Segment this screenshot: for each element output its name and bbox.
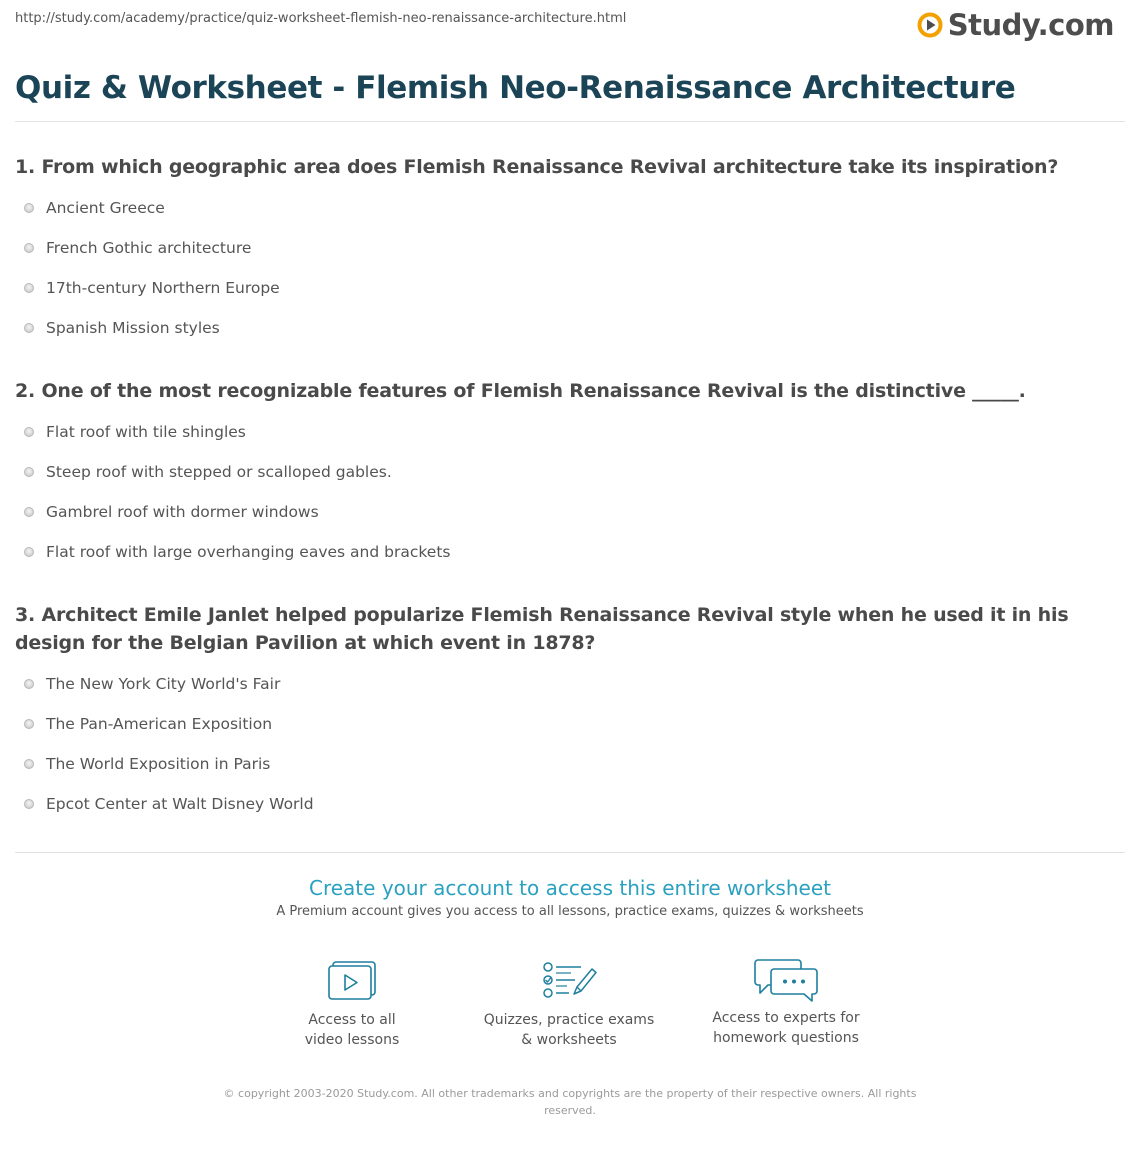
- answer-option[interactable]: [15, 492, 1130, 532]
- play-circle-icon: [917, 12, 943, 38]
- question-text: 1. From which geographic area does Flemish Renaissance Revival architecture take its inspiration?: [15, 156, 1059, 178]
- answer-option[interactable]: [15, 228, 1130, 268]
- answer-label: Spanish Mission styles: [46, 319, 220, 337]
- radio-button-icon[interactable]: [24, 759, 34, 769]
- question-2: [15, 377, 1130, 572]
- radio-button-icon[interactable]: [24, 323, 34, 333]
- answer-label: Flat roof with large overhanging eaves and brackets: [46, 543, 451, 561]
- answer-list: [15, 412, 1130, 572]
- feature-quizzes: [469, 960, 669, 1050]
- answer-option[interactable]: [15, 744, 1130, 784]
- feature-video-lessons: [252, 960, 452, 1050]
- cta-subtitle: A Premium account gives you access to all lessons, practice exams, quizzes & worksheets: [276, 904, 864, 919]
- header-divider: [15, 121, 1125, 122]
- feature-label: [252, 1010, 452, 1050]
- copyright-text: © copyright 2003-2020 Study.com. All other trademarks and copyrights are the property of their respective owners. All rights reserved.: [223, 1087, 917, 1117]
- page-url: http://study.com/academy/practice/quiz-worksheet-flemish-neo-renaissance-architecture.html: [15, 11, 627, 26]
- radio-button-icon[interactable]: [24, 799, 34, 809]
- radio-button-icon[interactable]: [24, 507, 34, 517]
- logo-text: Study.com: [947, 8, 1114, 42]
- answer-label: French Gothic architecture: [46, 239, 252, 257]
- radio-button-icon[interactable]: [24, 427, 34, 437]
- answer-option[interactable]: [15, 664, 1130, 704]
- answer-label: The Pan-American Exposition: [46, 715, 273, 733]
- content-divider: [15, 852, 1125, 853]
- feature-line-2: & worksheets: [521, 1032, 617, 1048]
- quiz-checklist-icon: [541, 960, 597, 1002]
- answer-option[interactable]: [15, 268, 1130, 308]
- answer-option[interactable]: [15, 704, 1130, 744]
- feature-experts: [686, 958, 886, 1048]
- answer-label: The New York City World's Fair: [46, 675, 281, 693]
- answer-label: Epcot Center at Walt Disney World: [46, 795, 314, 813]
- answer-label: Ancient Greece: [46, 199, 165, 217]
- feature-line-1: Access to all: [308, 1012, 396, 1028]
- video-lesson-icon: [327, 960, 377, 1002]
- radio-button-icon[interactable]: [24, 283, 34, 293]
- radio-button-icon[interactable]: [24, 679, 34, 689]
- copyright-footer: [0, 1085, 1140, 1119]
- question-text: 2. One of the most recognizable features of Flemish Renaissance Revival is the distinctive _____.: [15, 380, 1026, 402]
- answer-option[interactable]: [15, 784, 1130, 824]
- radio-button-icon[interactable]: [24, 467, 34, 477]
- answer-list: [15, 664, 1130, 824]
- answer-option[interactable]: [15, 532, 1130, 572]
- study-logo[interactable]: [917, 8, 1114, 42]
- feature-line-2: video lessons: [304, 1032, 400, 1048]
- feature-line-2: homework questions: [713, 1030, 859, 1046]
- radio-button-icon[interactable]: [24, 547, 34, 557]
- chat-bubbles-icon: [754, 958, 818, 1002]
- feature-line-1: Access to experts for: [712, 1010, 860, 1026]
- answer-label: Flat roof with tile shingles: [46, 423, 246, 441]
- cta-title-link[interactable]: Create your account to access this entire worksheet: [309, 876, 831, 900]
- radio-button-icon[interactable]: [24, 243, 34, 253]
- answer-option[interactable]: [15, 452, 1130, 492]
- answer-option[interactable]: [15, 412, 1130, 452]
- answer-label: Gambrel roof with dormer windows: [46, 503, 319, 521]
- feature-label: [469, 1010, 669, 1050]
- feature-label: [686, 1008, 886, 1048]
- answer-label: Steep roof with stepped or scalloped gables.: [46, 463, 392, 481]
- question-1: [15, 153, 1130, 348]
- question-text: 3. Architect Emile Janlet helped popularize Flemish Renaissance Revival style when he used it in his design for the Belgian Pavilion at which event in 1878?: [15, 604, 1069, 654]
- signup-cta: [0, 874, 1140, 922]
- page-title: Quiz & Worksheet - Flemish Neo-Renaissance Architecture: [15, 70, 1016, 106]
- radio-button-icon[interactable]: [24, 203, 34, 213]
- answer-list: [15, 188, 1130, 348]
- question-3: [15, 601, 1130, 824]
- answer-option[interactable]: [15, 308, 1130, 348]
- answer-label: The World Exposition in Paris: [46, 755, 271, 773]
- answer-label: 17th-century Northern Europe: [46, 279, 280, 297]
- answer-option[interactable]: [15, 188, 1130, 228]
- feature-line-1: Quizzes, practice exams: [483, 1012, 655, 1028]
- radio-button-icon[interactable]: [24, 719, 34, 729]
